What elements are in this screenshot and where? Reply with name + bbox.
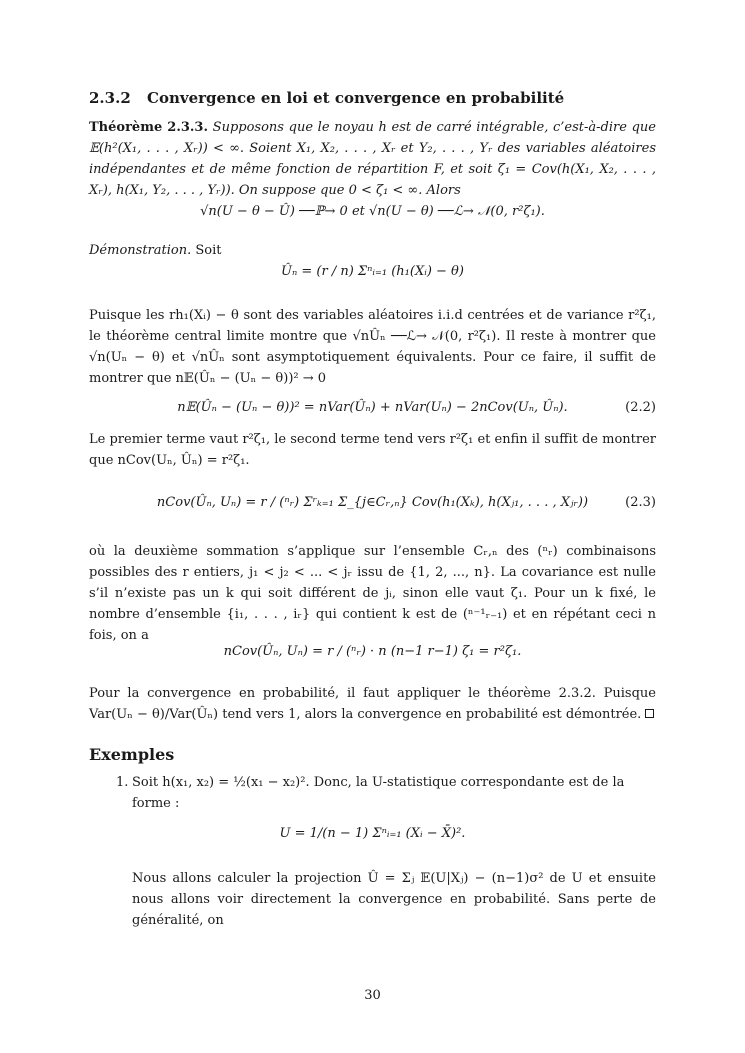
equation-u-definition: U = 1/(n − 1) Σⁿᵢ₌₁ (Xᵢ − X̄)².	[279, 826, 466, 841]
equation-2-3	[89, 478, 656, 528]
qed-square	[645, 709, 654, 718]
equation-2-3-body: nCov(Ûₙ, Uₙ) = r / (ⁿᵣ) Σʳₖ₌₁ Σ_{j∈Cᵣ,ₙ} Cov(h₁(Xₖ), h(Xⱼ₁, . . . , Xⱼᵣ))	[156, 495, 589, 510]
theorem-text: Supposons que le noyau h est de carré intégrable, c’est-à-dire que 𝔼(h²(X₁, . . . , Xᵣ)) < ∞. Soient X₁, X₂, . . . , Xᵣ et Y₂, . . . , Yᵣ des variables aléatoires indépendantes et de même fonction de répartition F, et soit ζ₁ = Cov(h(X₁, X₂, . . . , Xᵣ), h(X₁, Y₂, . . . , Yᵣ)). On suppose que 0 < ζ₁ < ∞. Alors	[89, 120, 656, 198]
proof-paragraph-2: Le premier terme vaut r²ζ₁, le second terme tend vers r²ζ₁ et enfin il suffit de montrer que nCov(Uₙ, Ûₙ) = r²ζ₁.	[89, 432, 657, 468]
proof-paragraph-1: Puisque les rh₁(Xᵢ) − θ sont des variables aléatoires i.i.d centrées et de variance r²ζ₁, le théorème central limite montre que √nÛₙ ──ℒ→ 𝒩(0, r²ζ₁). Il reste à montrer que √n(Uₙ − θ) et √nÛₙ sont asymptotiquement équivalents. Pour ce faire, il suffit de montrer que n𝔼(Ûₙ − (Uₙ − θ))² → 0	[89, 308, 656, 386]
equation-ncov: nCov(Ûₙ, Uₙ) = r / (ⁿᵣ) · n (n−1 r−1) ζ₁ = r²ζ₁.	[223, 644, 522, 659]
theorem	[89, 117, 656, 201]
example-item-1-continuation: Nous allons calculer la projection Û = Σⱼ 𝔼(U|Xⱼ) − (n−1)σ² de U et ensuite nous allons voir directement la convergence en probabilité. Sans perte de généralité, on	[132, 871, 656, 928]
example-item-1	[116, 772, 656, 814]
equation-2-3-number: (2.3)	[625, 495, 656, 510]
section-heading	[89, 88, 656, 108]
equation-2-2-body: n𝔼(Ûₙ − (Uₙ − θ))² = nVar(Ûₙ) + nVar(Uₙ) − 2nCov(Uₙ, Ûₙ).	[177, 400, 568, 415]
theorem-label: Théorème 2.3.3.	[89, 120, 208, 135]
page-number: 30	[364, 988, 381, 1003]
section-number: 2.3.2	[89, 89, 131, 107]
equation-convergence: √n(U − θ − Û) ──ℙ→ 0 et √n(U − θ) ──ℒ→ 𝒩(0, r²ζ₁).	[200, 204, 545, 219]
example-item-text: Soit h(x₁, x₂) = ½(x₁ − x₂)². Donc, la U-statistique correspondante est de la forme :	[132, 775, 625, 811]
examples-heading: Exemples	[89, 745, 175, 764]
proof-paragraph-3: où la deuxième sommation s’applique sur l’ensemble Cᵣ,ₙ des (ⁿᵣ) combinaisons possibles des r entiers, j₁ < j₂ < ... < jᵣ issu de {1, 2, ..., n}. La covariance est nulle s’il n’existe pas un k qui soit différent de jᵢ, sinon elle vaut ζ₁. Pour un k fixé, le nombre d’ensemble {i₁, . . . , iᵣ} qui contient k est de (ⁿ⁻¹ᵣ₋₁) et en répétant ceci n fois, on a	[89, 544, 656, 643]
equation-2-2	[89, 397, 656, 419]
proof-label: Démonstration.	[89, 243, 192, 258]
equation-u-hat: Ûₙ = (r / n) Σⁿᵢ₌₁ (h₁(Xᵢ) − θ)	[281, 264, 464, 279]
proof-paragraph-4: Pour la convergence en probabilité, il faut appliquer le théorème 2.3.2. Puisque Var(Uₙ − θ)/Var(Ûₙ) tend vers 1, alors la convergence en probabilité est démontrée.	[89, 686, 656, 722]
equation-2-2-number: (2.2)	[625, 400, 656, 415]
example-item-number: 1.	[116, 775, 129, 790]
section-title: Convergence en loi et convergence en probabilité	[147, 89, 565, 107]
proof-intro: Soit	[195, 243, 222, 258]
